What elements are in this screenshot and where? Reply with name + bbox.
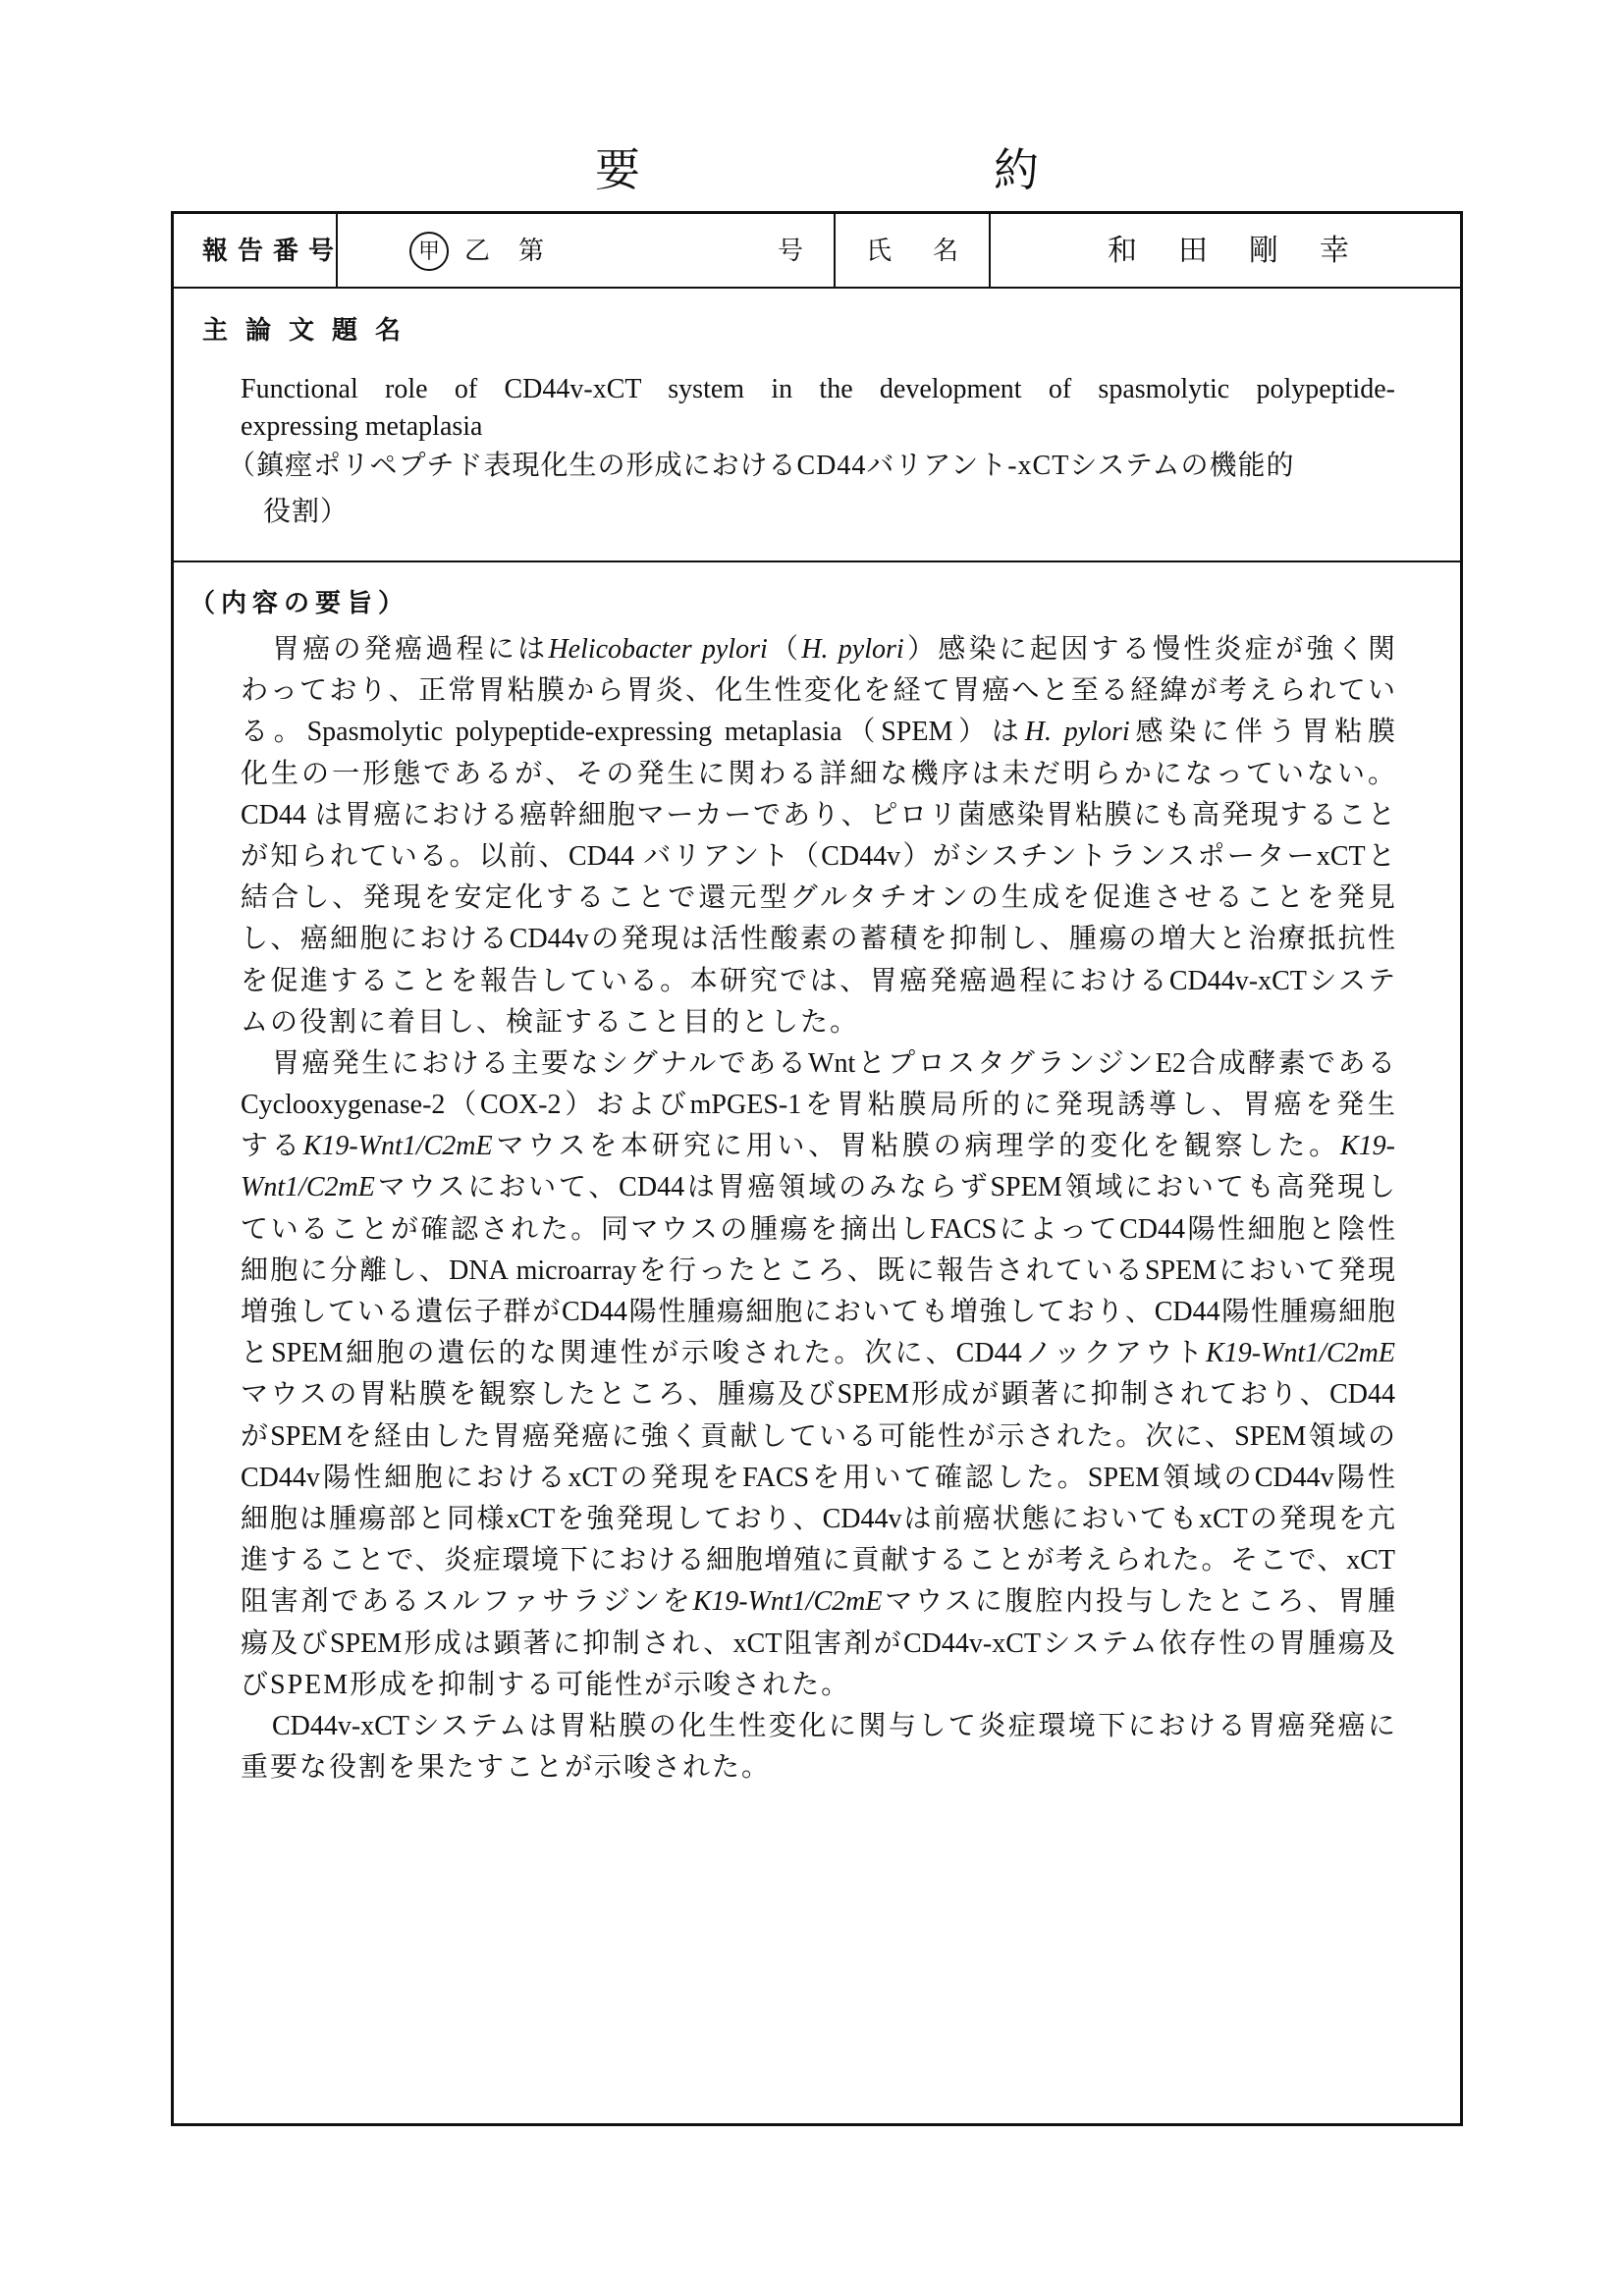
summary-line xyxy=(241,1458,1395,1499)
summary-line xyxy=(241,1374,1395,1415)
report-number-suffix: 号 xyxy=(778,237,804,265)
text-segment: を促進することを報告している。本研究では、胃癌発癌過程におけるCD44v-xCTシステ xyxy=(241,965,1395,996)
summary-paragraph xyxy=(241,1706,1395,1789)
italic-text-segment: K19-Wnt1/C2mE xyxy=(302,1131,493,1162)
degree-selected-circled-mark: 甲 xyxy=(409,232,449,271)
italic-text-segment: K19-Wnt1/C2mE xyxy=(692,1586,883,1618)
text-segment: 細胞は腫瘍部と同様xCTを強発現しており、CD44vは前癌状態においてもxCTの発現を亢 xyxy=(241,1503,1395,1534)
text-segment: 阻害剤であるスルファサラジンを xyxy=(241,1586,693,1618)
summary-line xyxy=(241,1167,1395,1208)
text-segment: 胃癌発生における主要なシグナルであるWntとプロスタグランジンE2合成酵素である xyxy=(272,1047,1395,1079)
text-segment: る。Spasmolytic polypeptide-expressing metaplasia（SPEM）は xyxy=(241,717,1025,748)
thesis-title-label: 主論文題名 xyxy=(202,316,419,345)
report-number-prefix: 第 xyxy=(518,237,545,265)
text-segment: がSPEMを経由した胃癌発癌に強く貢献している可能性が示された。次に、SPEM領域の xyxy=(241,1420,1395,1452)
summary-label: （内容の要旨） xyxy=(189,589,410,617)
document-title: 要約 xyxy=(595,145,1392,195)
text-segment: CD44v陽性細胞におけるxCTの発現をFACSを用いて確認した。SPEM領域のCD44v陽性 xyxy=(241,1462,1395,1493)
summary-line xyxy=(241,1499,1395,1540)
summary-line xyxy=(241,836,1395,878)
summary-line xyxy=(241,1706,1395,1747)
summary-line xyxy=(241,919,1395,960)
text-segment: 胃癌の発癌過程には xyxy=(272,634,549,665)
summary-line xyxy=(241,961,1395,1002)
text-segment: 進することで、炎症環境下における細胞増殖に貢献することが考えられた。そこで、xCT xyxy=(241,1545,1395,1576)
degree-other-mark: 乙 xyxy=(464,237,491,265)
summary-line xyxy=(241,1251,1395,1292)
text-segment: びSPEM形成を抑制する可能性が示唆された。 xyxy=(241,1669,851,1700)
text-segment: ）感染に起因する慢性炎症が強く関 xyxy=(903,634,1395,665)
summary-line xyxy=(241,1043,1395,1085)
text-segment: マウスの胃粘膜を観察したところ、腫瘍及びSPEM形成が顕著に抑制されており、CD44 xyxy=(241,1379,1395,1411)
summary-line xyxy=(241,629,1395,670)
author-name: 和田剛幸 xyxy=(1108,235,1390,267)
thesis-title-english-line: Functional role of CD44v-xCT system in the development of spasmolytic polypeptide- xyxy=(241,374,1395,404)
text-segment: 結合し、発現を安定化することで還元型グルタチオンの生成を促進させることを発見 xyxy=(241,882,1395,914)
summary-line xyxy=(241,1085,1395,1126)
thesis-title-japanese-line: 役割） xyxy=(263,497,350,527)
text-segment: 化生の一形態であるが、その発生に関わる詳細な機序は未だ明らかになっていない。 xyxy=(241,758,1395,789)
text-segment: マウスに腹腔内投与したところ、胃腫 xyxy=(882,1586,1395,1618)
summary-line xyxy=(241,1747,1395,1789)
text-segment: 増強している遺伝子群がCD44陽性腫瘍細胞においても増強しており、CD44陽性腫瘍細胞 xyxy=(241,1297,1395,1327)
text-segment: とSPEM細胞の遺伝的な関連性が示唆された。次に、CD44ノックアウト xyxy=(241,1338,1207,1369)
summary-body xyxy=(241,629,1395,1789)
summary-line xyxy=(241,1126,1395,1167)
summary-paragraph xyxy=(241,629,1395,1043)
text-segment: 感染に伴う胃粘膜 xyxy=(1129,717,1395,748)
italic-text-segment: Helicobacter pylori xyxy=(548,634,768,665)
summary-line xyxy=(241,1581,1395,1623)
summary-line xyxy=(241,670,1395,712)
summary-line xyxy=(241,795,1395,836)
summary-line xyxy=(241,1416,1395,1458)
text-segment: わっており、正常胃粘膜から胃炎、化生性変化を経て胃癌へと至る経緯が考えられてい xyxy=(241,675,1395,707)
summary-line xyxy=(241,712,1395,753)
summary-line xyxy=(241,1002,1395,1043)
summary-line xyxy=(241,1540,1395,1581)
italic-text-segment: K19- xyxy=(1339,1131,1395,1162)
summary-line xyxy=(241,1292,1395,1333)
header-column-divider xyxy=(834,211,836,288)
text-segment: ムの役割に着目し、検証すること目的とした。 xyxy=(241,1006,860,1038)
text-segment: 細胞に分離し、DNA microarrayを行ったところ、既に報告されているSPEMにおいて発現 xyxy=(241,1255,1395,1286)
text-segment: し、癌細胞におけるCD44vの発現は活性酸素の蓄積を抑制し、腫瘍の増大と治療抵抗性 xyxy=(241,924,1395,955)
text-segment: が知られている。以前、CD44 バリアント（CD44v）がシスチントランスポーターxCTと xyxy=(241,840,1395,872)
italic-text-segment: K19-Wnt1/C2mE xyxy=(1206,1338,1395,1369)
text-segment: 重要な役割を果たすことが示唆された。 xyxy=(241,1752,772,1784)
text-segment: 瘍及びSPEM形成は顕著に抑制され、xCT阻害剤がCD44v-xCTシステム依存性の胃腫瘍及 xyxy=(241,1628,1395,1659)
text-segment: マウスにおいて、CD44は胃癌領域のみならずSPEM領域においても高発現し xyxy=(374,1172,1395,1203)
report-number-label: 報告番号 xyxy=(202,237,345,265)
text-segment: ていることが確認された。同マウスの腫瘍を摘出しFACSによってCD44陽性細胞と陰性 xyxy=(241,1213,1395,1245)
italic-text-segment: H. pylori xyxy=(801,634,904,665)
italic-text-segment: H. pylori xyxy=(1024,717,1130,748)
thesis-title-english-line: expressing metaplasia xyxy=(241,411,483,442)
summary-line xyxy=(241,1624,1395,1665)
name-label: 氏名 xyxy=(866,237,1001,265)
text-segment: CD44v-xCTシステムは胃粘膜の化生性変化に関与して炎症環境下における胃癌発癌に xyxy=(272,1710,1395,1741)
header-row-divider xyxy=(171,287,1463,289)
summary-line xyxy=(241,1333,1395,1374)
title-section-divider xyxy=(171,561,1463,562)
text-segment: マウスを本研究に用い、胃粘膜の病理学的変化を観察した。 xyxy=(492,1131,1340,1162)
summary-line xyxy=(241,754,1395,795)
summary-line xyxy=(241,878,1395,919)
summary-line xyxy=(241,1209,1395,1251)
text-segment: する xyxy=(241,1131,303,1162)
summary-paragraph xyxy=(241,1043,1395,1706)
text-segment: Cyclooxygenase-2（COX-2）およびmPGES-1を胃粘膜局所的に発現誘導し、胃癌を発生 xyxy=(241,1090,1395,1121)
text-segment: CD44 は胃癌における癌幹細胞マーカーであり、ピロリ菌感染胃粘膜にも高発現すること xyxy=(241,799,1395,830)
summary-line xyxy=(241,1665,1395,1706)
text-segment: （ xyxy=(767,634,802,665)
thesis-title-japanese-line: （鎮痙ポリペプチド表現化生の形成におけるCD44バリアント-xCTシステムの機能的 xyxy=(228,451,1295,481)
italic-text-segment: Wnt1/C2mE xyxy=(241,1172,375,1203)
